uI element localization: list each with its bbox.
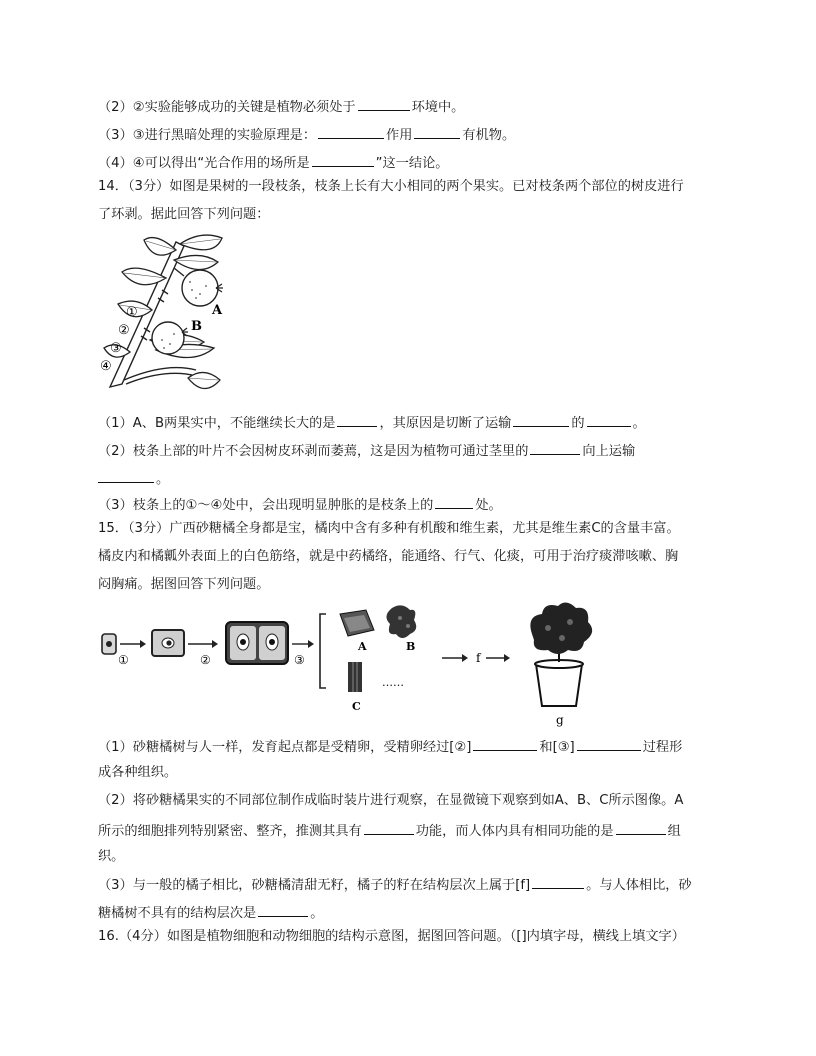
answer-blank[interactable] — [577, 736, 641, 751]
q15-stem-line2: 橘皮内和橘瓤外表面上的白色筋络，就是中药橘络，能通络、行气、化痰，可用于治疗痰滞咳嗽、胸 — [98, 549, 679, 564]
answer-blank[interactable] — [616, 820, 666, 835]
q15-part1-line2: 成各种组织。 — [98, 765, 178, 780]
q13-part2: （2）②实验能够成功的关键是植物必须处于 环境中。 — [98, 96, 464, 117]
step-2-label: ② — [200, 653, 211, 667]
q14-part1: （1）A、B两果实中，不能继续长大的是 ，其原因是切断了运输 的 。 — [98, 412, 646, 433]
q16-stem: 16.（4分）如图是植物细胞和动物细胞的结构示意图，据图回答问题。（[]内填字母，横线上填文字） — [98, 929, 685, 944]
q13-part4: （4）④可以得出“光合作用的场所是 ”这一结论。 — [98, 152, 448, 173]
answer-blank[interactable] — [473, 736, 537, 751]
more-tissues-ellipsis: …… — [382, 676, 404, 689]
label-3: ③ — [110, 341, 122, 356]
tissue-a-label: A — [358, 640, 367, 653]
branch-stem — [110, 242, 184, 387]
potted-plant-image — [530, 602, 592, 706]
q14-stem-line1: 14．（3分）如图是果树的一段枝条，枝条上长有大小相同的两个果实。已对枝条两个部位的树皮进行 — [98, 179, 684, 194]
answer-blank[interactable] — [258, 902, 308, 917]
tissue-a-image — [340, 610, 374, 636]
q15-part2-line1: （2）将砂糖橘果实的不同部位制作成临时装片进行观察，在显微镜下观察到如A、B、C所示图像。A — [98, 793, 684, 808]
answer-blank[interactable] — [364, 820, 414, 835]
step-1-label: ① — [118, 653, 129, 667]
q15-stem-line3: 闷胸痛。据图回答下列问题。 — [98, 577, 270, 592]
tissue-b-image — [386, 605, 416, 638]
q15-stem-line1: 15．（3分）广西砂糖橘全身都是宝，橘肉中含有多种有机酸和维生素，尤其是维生素C的含量丰富。 — [98, 521, 680, 536]
answer-blank[interactable] — [513, 412, 569, 427]
label-a: A — [212, 303, 223, 318]
answer-blank[interactable] — [358, 96, 410, 111]
answer-blank[interactable] — [414, 124, 460, 139]
q14-part3: （3）枝条上的①～④处中，会出现明显肿胀的是枝条上的 处。 — [98, 494, 502, 515]
fruit-a — [182, 270, 218, 306]
organ-f-label: f — [476, 651, 481, 665]
answer-blank[interactable] — [337, 412, 377, 427]
label-b: B — [191, 319, 202, 334]
q14-part2-line2: 。 — [98, 468, 169, 489]
q13-part3: （3）③进行黑暗处理的实验原理是： 作用 有机物。 — [98, 124, 515, 145]
cell-development-figure — [96, 600, 616, 732]
plant-g-label: g — [556, 713, 564, 727]
answer-blank[interactable] — [530, 440, 580, 455]
answer-blank[interactable] — [587, 412, 631, 427]
answer-blank[interactable] — [532, 874, 584, 889]
answer-blank[interactable] — [318, 124, 384, 139]
q15-part1-line1: （1）砂糖橘树与人一样，发育起点都是受精卵，受精卵经过[②] 和[③] 过程形 — [98, 736, 682, 757]
q15-part3-line2: 糖橘树不具有的结构层次是 。 — [98, 902, 323, 923]
answer-blank[interactable] — [312, 152, 374, 167]
fruit-b — [152, 322, 184, 354]
tissue-b-label: B — [406, 640, 416, 653]
step-3-label: ③ — [294, 653, 305, 667]
q15-part2-line3: 织。 — [98, 849, 125, 864]
q14-part2-line1: （2）枝条上部的叶片不会因树皮环剥而萎蔫，这是因为植物可通过茎里的 向上运输 — [98, 440, 635, 461]
label-4: ④ — [100, 359, 112, 374]
branch-figure — [96, 232, 236, 404]
tissue-c-image — [348, 662, 362, 692]
answer-blank[interactable] — [98, 468, 154, 483]
q14-stem-line2: 了环剥。据此回答下列问题： — [98, 207, 270, 222]
label-2: ② — [118, 323, 130, 338]
q15-part3-line1: （3）与一般的橘子相比，砂糖橘清甜无籽，橘子的籽在结构层次上属于[f] 。与人体相比，砂 — [98, 874, 692, 895]
tissue-c-label: C — [352, 700, 361, 713]
q15-part2-line2: 所示的细胞排列特别紧密、整齐，推测其具有 功能，而人体内具有相同功能的是 组 — [98, 820, 681, 841]
answer-blank[interactable] — [435, 494, 473, 509]
label-1: ① — [126, 305, 138, 320]
